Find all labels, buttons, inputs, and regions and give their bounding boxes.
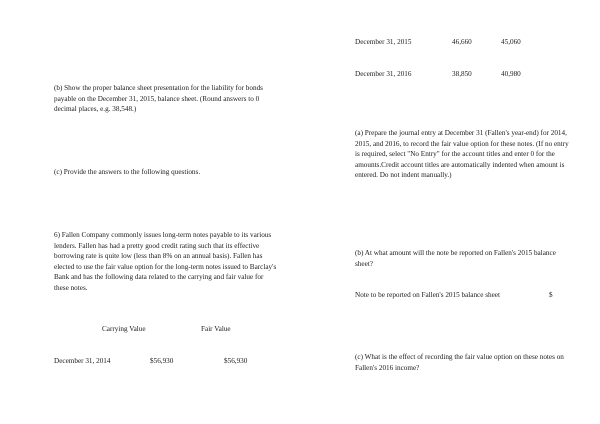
carrying-value-header: Carrying Value [102,325,146,333]
table-row-2014 [54,356,294,367]
table-header-row [54,324,294,335]
row-2015-date: December 31, 2015 [355,38,412,46]
right-column [355,0,595,424]
part-c-heading: (c) Provide the answers to the following questions. [54,168,201,176]
row-2016-date: December 31, 2016 [355,70,412,78]
currency-symbol: $ [549,291,553,299]
part-b-bonds-question: (b) Show the proper balance sheet presentation for the liability for bonds payable on the December 31, 2015, balance sheet. (Round answers to 0 decimal places, e.g. 38,548.) [54,84,263,114]
row-2015-fair: 45,060 [501,38,521,46]
row-2014-date: December 31, 2014 [54,357,111,365]
part-b-question: (b) At what amount will the note be reported on Fallen's 2015 balance sheet? [355,249,556,268]
table-row-2016 [355,69,595,80]
row-2014-carrying: $56,930 [150,357,174,365]
left-column [54,0,294,424]
row-2015-carrying: 46,660 [452,38,472,46]
table-row-2015 [355,37,595,48]
part-c-question: (c) What is the effect of recording the fair value option on these notes on Fallen's 2016 income? [355,353,564,372]
note-reported-row [355,290,595,301]
row-2016-carrying: 38,850 [452,70,472,78]
row-2014-fair: $56,930 [224,357,248,365]
problem-6-text: 6) Fallen Company commonly issues long-term notes payable to its various lenders. Fallen has had a pretty good credit rating such that its effective borrowing rate is quite low (less than 8% on an annual basis). Fallen has elected to use the fair value option for the long-term notes issued to Barclay's Bank and has the following data related to the carrying and fair value for these notes. [54,231,277,292]
note-reported-label: Note to be reported on Fallen's 2015 balance sheet [355,291,500,299]
fair-value-header: Fair Value [201,325,231,333]
part-a-question: (a) Prepare the journal entry at December 31 (Fallen's year-end) for 2014, 2015, and 2016, to record the fair value option for these notes. (If no entry is required, select "No Entry" for the account titles and enter 0 for the amounts.Credit account titles are automatically indented when amount is entered. Do not indent manually.) [355,129,569,180]
row-2016-fair: 40,980 [501,70,521,78]
